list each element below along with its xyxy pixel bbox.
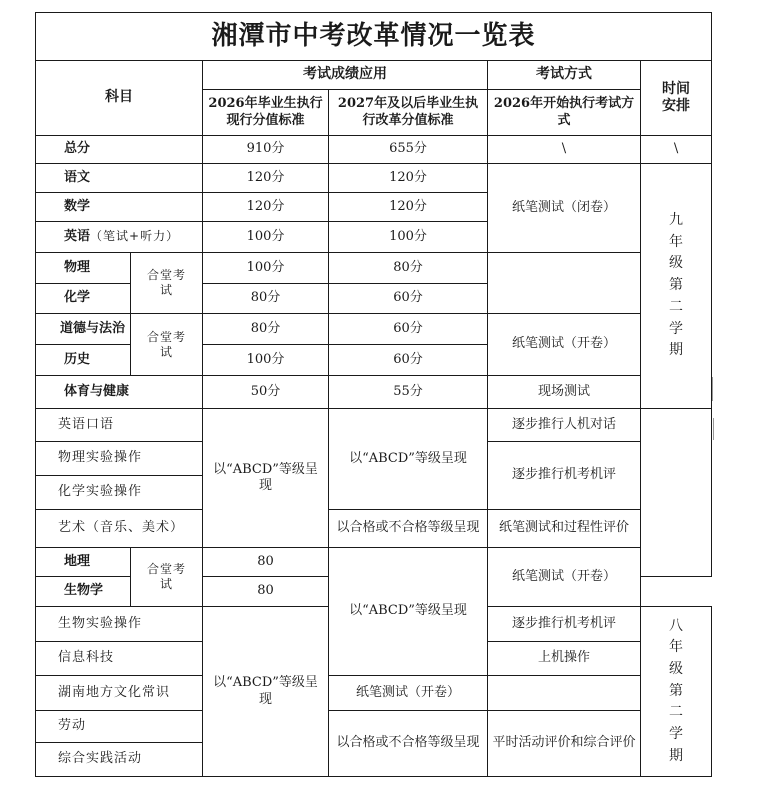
row-total-2027: 655分 — [329, 136, 488, 164]
row-english-oral-method: 逐步推行人机对话 — [488, 409, 641, 442]
english-label: 英语 — [64, 228, 91, 244]
row-it-method: 上机操作 — [488, 642, 641, 676]
row-physics-2027: 80分 — [329, 253, 488, 284]
row-chemistry-name: 化学 — [36, 284, 131, 314]
header-subject: 科目 — [36, 61, 203, 136]
row-chinese-2027: 120分 — [329, 164, 488, 193]
activity-eval: 平时活动评价和综合评价 — [488, 711, 641, 777]
row-chinese-2026: 120分 — [203, 164, 329, 193]
row-physics-name: 物理 — [36, 253, 131, 284]
row-morality-name: 道德与法治 — [36, 314, 131, 345]
row-bio-lab-name: 生物实验操作 — [36, 607, 203, 642]
abcd-2027-a: 以“ABCD”等级呈现 — [329, 409, 488, 510]
method-gap-cell-2 — [488, 284, 641, 314]
schedule-grade8: 八年级第二学期 — [641, 607, 712, 777]
row-pe-name: 体育与健康 — [36, 376, 203, 409]
header-score-2026: 2026年毕业生执行现行分值标准 — [203, 90, 329, 136]
row-practice-name: 综合实践活动 — [36, 743, 203, 777]
scan-mark-2 — [713, 418, 714, 440]
row-math-name: 数学 — [36, 193, 203, 222]
row-math-2026: 120分 — [203, 193, 329, 222]
row-bio-lab-method: 逐步推行机考机评 — [488, 607, 641, 642]
combined-exam-1: 合堂考试 — [131, 253, 203, 314]
row-hunan-method: 纸笔测试（开卷） — [329, 676, 488, 711]
row-chinese-name: 语文 — [36, 164, 203, 193]
row-arts-2027: 以合格或不合格等级呈现 — [329, 510, 488, 548]
reform-table — [35, 12, 712, 777]
row-history-2027: 60分 — [329, 345, 488, 376]
abcd-2027-b: 以“ABCD”等级呈现 — [329, 548, 488, 676]
row-english-name — [36, 222, 203, 253]
row-total-2026: 910分 — [203, 136, 329, 164]
row-history-name: 历史 — [36, 345, 131, 376]
row-total-name: 总分 — [36, 136, 203, 164]
row-english-oral-name: 英语口语 — [36, 409, 203, 442]
row-chemistry-2027: 60分 — [329, 284, 488, 314]
header-schedule: 时间安排 — [641, 61, 712, 136]
row-biology-2026: 80 — [203, 577, 329, 607]
pass-fail-b: 以合格或不合格等级呈现 — [329, 711, 488, 777]
row-geography-2026: 80 — [203, 548, 329, 577]
row-english-2027: 100分 — [329, 222, 488, 253]
row-chemistry-lab-name: 化学实验操作 — [36, 476, 203, 510]
row-geography-name: 地理 — [36, 548, 131, 577]
row-morality-2026: 80分 — [203, 314, 329, 345]
header-exam-method: 考试方式 — [488, 61, 641, 90]
combined-exam-3: 合堂考试 — [131, 548, 203, 607]
method-written-closed: 纸笔测试（闭卷） — [488, 164, 641, 253]
method-written-open-2: 纸笔测试（开卷） — [488, 548, 641, 607]
row-it-name: 信息科技 — [36, 642, 203, 676]
schedule-blank — [641, 409, 712, 577]
row-morality-2027: 60分 — [329, 314, 488, 345]
combined-exam-2: 合堂考试 — [131, 314, 203, 376]
header-method-2026: 2026年开始执行考试方式 — [488, 90, 641, 136]
lab-method: 逐步推行机考机评 — [488, 442, 641, 510]
row-physics-lab-name: 物理实验操作 — [36, 442, 203, 476]
row-chemistry-2026: 80分 — [203, 284, 329, 314]
scan-mark — [712, 377, 713, 401]
method-written-open-1: 纸笔测试（开卷） — [488, 314, 641, 376]
row-pe-method: 现场测试 — [488, 376, 641, 409]
english-note: （笔试+听力） — [90, 228, 180, 243]
row-arts-method: 纸笔测试和过程性评价 — [488, 510, 641, 548]
abcd-2026-a: 以“ABCD”等级呈现 — [203, 409, 329, 548]
schedule-grade9: 九年级第二学期 — [641, 164, 712, 409]
row-math-2027: 120分 — [329, 193, 488, 222]
row-total-schedule: \ — [641, 136, 712, 164]
row-pe-2027: 55分 — [329, 376, 488, 409]
method-gap-cell — [488, 253, 641, 284]
row-biology-name: 生物学 — [36, 577, 131, 607]
header-score-2027: 2027年及以后毕业生执行改革分值标准 — [329, 90, 488, 136]
table-title: 湘潭市中考改革情况一览表 — [36, 13, 712, 61]
row-hunan-name: 湖南地方文化常识 — [36, 676, 203, 711]
abcd-2026-b: 以“ABCD”等级呈现 — [203, 607, 329, 777]
row-english-2026: 100分 — [203, 222, 329, 253]
row-pe-2026: 50分 — [203, 376, 329, 409]
header-score-application: 考试成绩应用 — [203, 61, 488, 90]
row-total-method: \ — [488, 136, 641, 164]
row-labor-name: 劳动 — [36, 711, 203, 743]
row-physics-2026: 100分 — [203, 253, 329, 284]
row-arts-name: 艺术（音乐、美术） — [36, 510, 203, 548]
row-history-2026: 100分 — [203, 345, 329, 376]
